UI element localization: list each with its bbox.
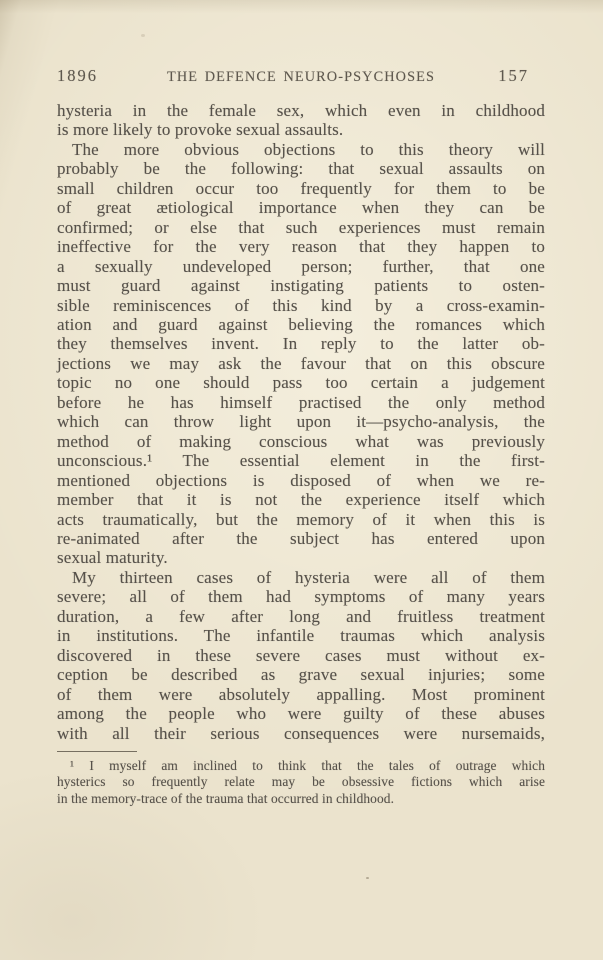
footnote (57, 758, 545, 807)
header-page-number: 157 (498, 66, 529, 85)
header-title: THE DEFENCE NEURO-PSYCHOSES (166, 69, 436, 85)
footnote-rule (57, 751, 137, 752)
body-text-line: discovered in these severe cases must without ex- (57, 645, 545, 665)
footnote-line: in the memory-trace of the trauma that occurred in childhood. (57, 790, 395, 806)
body-text-line: ineffective for the very reason that they happen to (57, 237, 545, 257)
body-text-line: jections we may ask the favour that on this obscure (57, 353, 545, 373)
body-text-line: method of making conscious what was previously (57, 431, 545, 451)
body-text-line: is more likely to provoke sexual assaults. (57, 120, 344, 140)
body-text-line: duration, a few after long and fruitless treatment (57, 606, 545, 626)
body-text-line: mentioned objections is disposed of when we re- (57, 470, 545, 490)
body-text-line: in institutions. The infantile traumas which analysis (57, 626, 545, 646)
header-year: 1896 (57, 66, 98, 85)
body-text-line: with all their serious consequences were nursemaids, (57, 723, 545, 743)
body-text-line: probably be the following: that sexual assaults on (57, 159, 545, 179)
body-text-line: must guard against instigating patients to osten- (57, 276, 545, 296)
paper-speck (366, 877, 369, 879)
body-text-line: ation and guard against believing the romances which (57, 314, 545, 334)
body-text-line: which can throw light upon it—psycho-analysis, the (57, 412, 545, 432)
body-text-line: small children occur too frequently for them to be (57, 178, 545, 198)
body-text-line: of great ætiological importance when they can be (57, 198, 545, 218)
body-text-line: topic no one should pass too certain a judgement (57, 373, 545, 393)
body-text-line: severe; all of them had symptoms of many years (57, 587, 545, 607)
body-text-line: unconscious.¹ The essential element in the first- (57, 451, 545, 471)
body-text-line: sexual maturity. (57, 548, 168, 568)
body-text-line: member that it is not the experience itself which (57, 490, 545, 510)
body-text-line: they themselves invent. In reply to the latter ob- (57, 334, 545, 354)
body-text-line: before he has himself practised the only method (57, 392, 545, 412)
body-text-line: My thirteen cases of hysteria were all of them (72, 567, 545, 587)
body-text-line: ception be described as grave sexual injuries; some (57, 665, 545, 685)
running-header (57, 66, 545, 86)
body-text-line: acts traumatically, but the memory of it when this is (57, 509, 545, 529)
body-text-line: sible reminiscences of this kind by a cross-examin- (57, 295, 545, 315)
footnote-line: hysterics so frequently relate may be obsessive fictions which arise (57, 774, 545, 790)
body-text-line: of them were absolutely appalling. Most prominent (57, 684, 545, 704)
body-text-line: hysteria in the female sex, which even in childhood (57, 101, 545, 120)
body-text-line: The more obvious objections to this theory will (72, 139, 545, 159)
paper-speck (141, 34, 145, 37)
body-text-line: among the people who were guilty of these abuses (57, 704, 545, 724)
body-text-line: re-animated after the subject has entered upon (57, 528, 545, 548)
body-text-line: confirmed; or else that such experiences must remain (57, 217, 545, 237)
footnote-line: ¹ I myself am inclined to think that the tales of outrage which (70, 758, 545, 773)
body-text-line: a sexually undeveloped person; further, that one (57, 256, 545, 276)
body-text (57, 101, 545, 743)
